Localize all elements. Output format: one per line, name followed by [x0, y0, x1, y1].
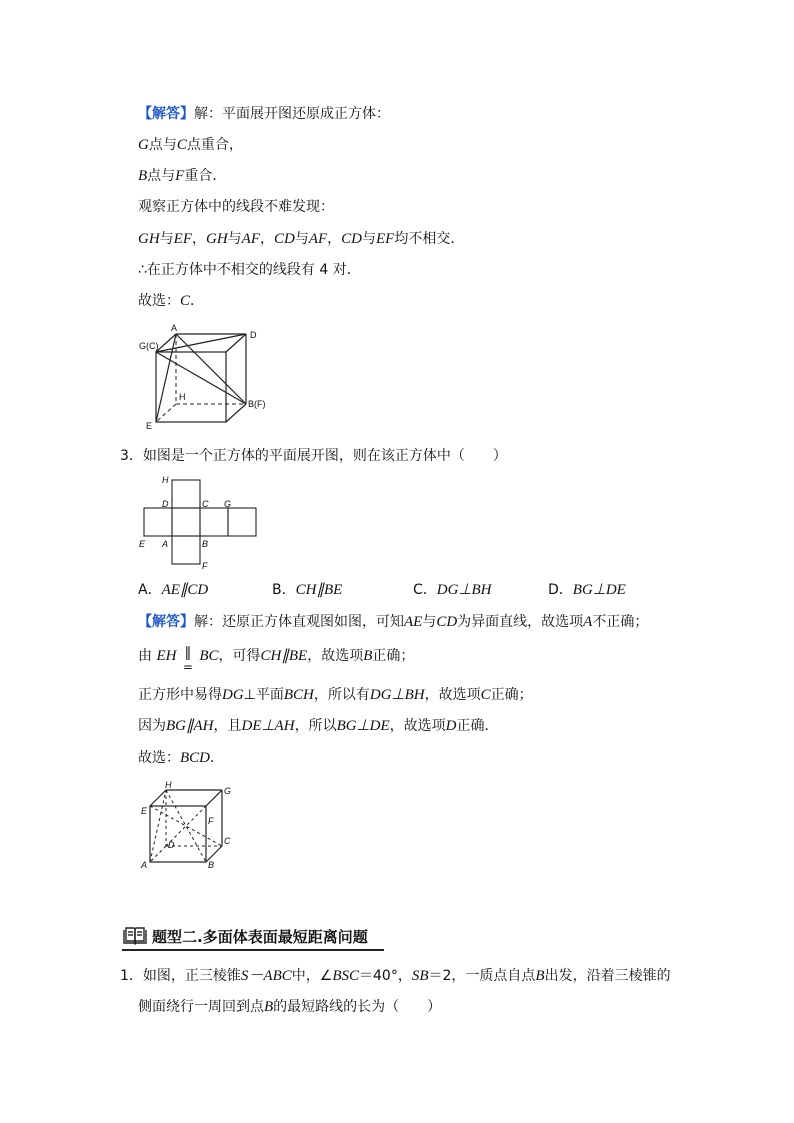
option-value: BG⊥DE [572, 582, 626, 598]
solution-line: 观察正方体中的线段不难发现： [138, 199, 334, 215]
text: ，且 [213, 718, 242, 734]
solution-line [138, 135, 243, 155]
text: ，所以有 [313, 687, 370, 703]
var: BG⊥DE [336, 718, 390, 734]
option-key: A． [138, 582, 162, 598]
var: EF [376, 231, 395, 247]
text: ⊥平面 [243, 687, 284, 703]
vertex-label: D [162, 499, 169, 509]
vertex-label: B(F) [248, 399, 266, 409]
text: 点与 [148, 137, 177, 153]
question-1-line-2 [138, 997, 441, 1017]
vertex-label: D [250, 330, 257, 340]
var: C [176, 137, 187, 153]
cube-net-figure [136, 470, 260, 572]
var: C [480, 687, 491, 703]
vertex-label: G [224, 786, 232, 796]
vertex-label: A [171, 323, 178, 333]
text: 正确； [372, 648, 415, 664]
var: DG [222, 687, 244, 703]
solution-header [138, 104, 390, 124]
var: G [138, 137, 149, 153]
solution-header [138, 612, 648, 632]
vertex-label: E [139, 539, 146, 549]
equal-sign: = [182, 660, 193, 674]
text: ，可得 [218, 648, 261, 664]
text: 与 [422, 614, 437, 630]
text: ，所以 [294, 718, 337, 734]
text: ，故选项 [424, 687, 481, 703]
vertex-label: A [141, 860, 148, 870]
vertex-label: G(C) [139, 341, 159, 351]
option-c[interactable] [413, 580, 492, 600]
text: 与 [294, 231, 309, 247]
solution-line [138, 716, 498, 736]
text: 不正确； [592, 614, 649, 630]
option-b[interactable] [272, 580, 342, 600]
vertex-label: E [146, 421, 153, 431]
var: C [180, 293, 191, 309]
text: 正方形中易得 [138, 687, 222, 703]
var: BCH [283, 687, 314, 703]
var: B [264, 999, 274, 1015]
vertex-label: B [208, 860, 215, 870]
var: EF [173, 231, 192, 247]
option-key: B． [272, 582, 296, 598]
var: B [138, 168, 148, 184]
solution-tag: 【解答】 [138, 614, 194, 630]
text: 与 [227, 231, 242, 247]
text: 点与 [147, 168, 176, 184]
text: 故选： [138, 293, 180, 309]
var: B [535, 968, 545, 984]
vertex-label: E [141, 806, 148, 816]
var: CD [341, 231, 363, 247]
solution-line [138, 166, 226, 186]
text: ． [190, 293, 205, 309]
var: DG⊥BH [369, 687, 425, 703]
text: 正确； [490, 687, 533, 703]
solution-line [138, 229, 464, 249]
solution-line [138, 645, 415, 674]
solution-line [138, 685, 533, 705]
solution-line: ∴在正方体中不相交的线段有 4 对． [138, 262, 361, 278]
text: 均不相交． [394, 231, 465, 247]
parallel-sign: ∥ [184, 645, 192, 661]
text: 为异面直线，故选项 [457, 614, 584, 630]
text: ，故选项 [307, 648, 364, 664]
text: ＝40°， [359, 968, 412, 984]
option-value: DG⊥BH [436, 582, 492, 598]
var: GH [206, 231, 228, 247]
vertex-label: H [162, 475, 169, 485]
text: 出发，沿着三棱锥的 [544, 968, 671, 984]
vertex-label: C [202, 499, 209, 509]
section-title: 题型二.多面体表面最短距离问题 [152, 928, 368, 946]
var: BSC [332, 968, 359, 984]
vertex-label: G [224, 499, 232, 509]
section-heading [122, 926, 368, 947]
cube-figure-2 [136, 780, 246, 872]
var: AF [241, 231, 260, 247]
vertex-label: A [162, 539, 169, 549]
vertex-label: H [165, 780, 172, 790]
var: B [363, 648, 373, 664]
book-icon [122, 926, 148, 946]
solution-answer [138, 291, 204, 311]
option-a[interactable] [138, 580, 208, 600]
text: 与 [159, 231, 174, 247]
var: CH∥BE [260, 648, 308, 664]
var: CD [274, 231, 295, 247]
vertex-label: D [168, 840, 175, 850]
text: 与 [362, 231, 377, 247]
text: 侧面绕行一周回到点 [138, 999, 264, 1015]
vertex-label: H [179, 392, 186, 402]
text: 正确． [456, 718, 499, 734]
question-1 [120, 966, 671, 986]
var: BC [199, 648, 219, 664]
text: ， [192, 231, 206, 247]
text: 如图，正三棱锥 [142, 968, 241, 984]
question-number: 1． [120, 968, 143, 984]
question-number: 3． [120, 448, 143, 464]
text: 故选： [138, 750, 180, 766]
vertex-label: B [202, 539, 209, 549]
solution-tag: 【解答】 [138, 106, 194, 122]
text: ， [260, 231, 274, 247]
var: BCD [180, 750, 210, 766]
vertex-label: C [224, 836, 231, 846]
option-d[interactable] [548, 580, 626, 600]
parallel-equal-symbol [181, 645, 195, 674]
vertex-label: F [208, 816, 214, 826]
text: 重合． [184, 168, 227, 184]
var: S－ABC [240, 968, 292, 984]
var: CD [436, 614, 458, 630]
var: AE [404, 614, 423, 630]
var: AF [308, 231, 328, 247]
option-value: CH∥BE [295, 582, 343, 598]
text: 由 [138, 648, 152, 664]
var: D [445, 718, 457, 734]
question-3 [120, 446, 507, 466]
text: 的最短路线的长为（ ） [273, 999, 442, 1015]
section-underline [122, 949, 384, 951]
option-key: D． [548, 582, 573, 598]
question-text: 如图是一个正方体的平面展开图，则在该正方体中（ ） [142, 448, 507, 464]
vertex-label: F [202, 561, 208, 571]
var: F [175, 168, 185, 184]
var: BG∥AH [166, 718, 214, 734]
var: DE⊥AH [241, 718, 295, 734]
text: ，故选项 [389, 718, 446, 734]
text: 点重合， [186, 137, 243, 153]
text: ， [327, 231, 342, 247]
var: A [583, 614, 593, 630]
text: 中，∠ [291, 968, 333, 984]
solution-intro: 解：平面展开图还原成正方体： [194, 106, 390, 122]
var: EH [156, 648, 177, 664]
text: ＝2，一质点自点 [428, 968, 536, 984]
var: SB [411, 968, 429, 984]
text: ． [210, 750, 224, 766]
option-value: AE∥CD [161, 582, 209, 598]
text: 因为 [138, 718, 166, 734]
solution-answer [138, 748, 224, 768]
option-key: C． [413, 582, 437, 598]
cube-figure-1 [136, 322, 276, 434]
text: 解：还原正方体直观图如图，可知 [194, 614, 404, 630]
var: GH [138, 231, 160, 247]
